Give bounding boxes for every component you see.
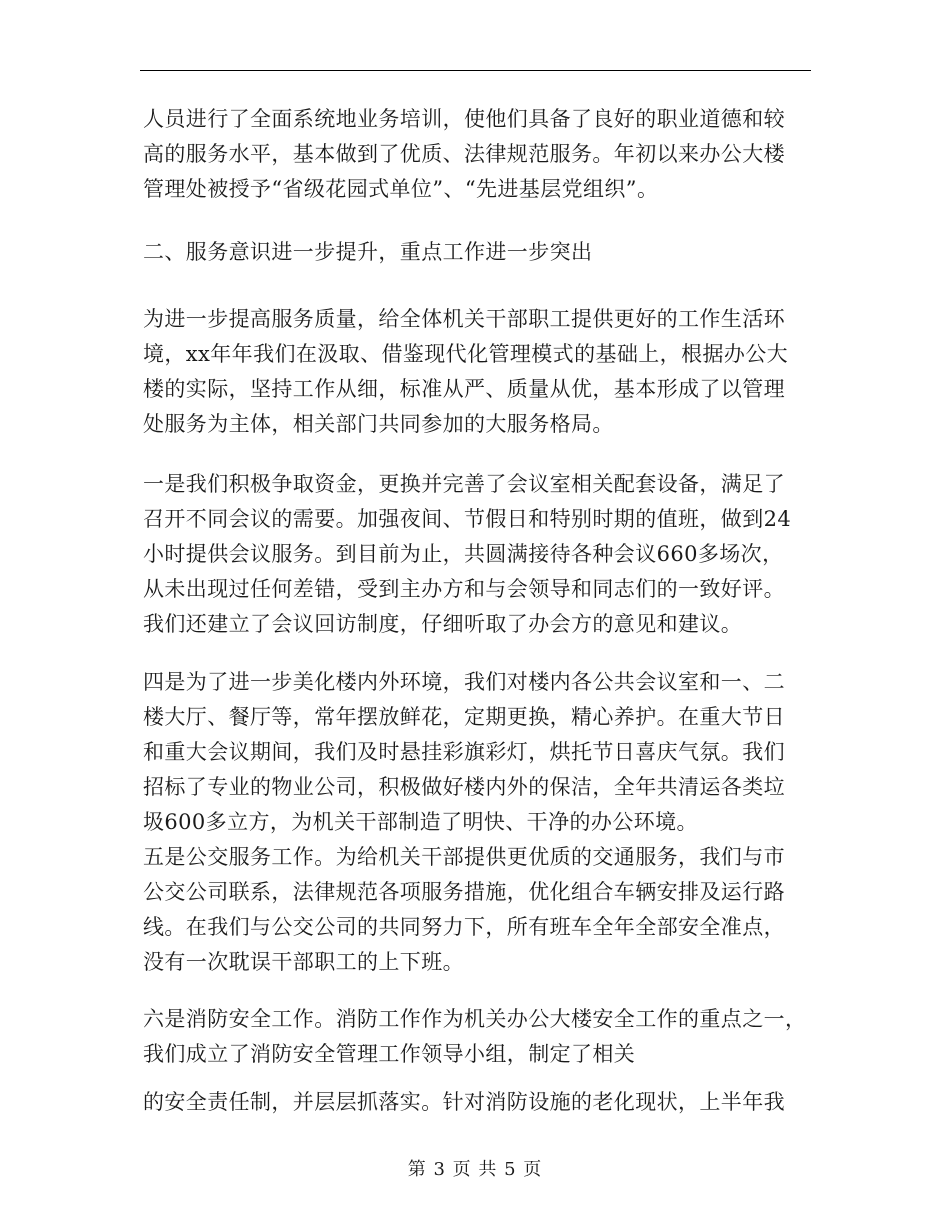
text-line: 招标了专业的物业公司，积极做好楼内外的保洁，全年共清运各类垃 <box>143 775 785 799</box>
text-line: 的安全责任制，并层层抓落实。针对消防设施的老化现状，上半年我 <box>143 1090 785 1114</box>
text-line: 召开不同会议的需要。加强夜间、节假日和特别时期的值班，做到24 <box>143 507 792 531</box>
text-line: 楼的实际，坚持工作从细，标准从严、质量从优，基本形成了以管理 <box>143 377 785 401</box>
text-line: 楼大厅、餐厅等，常年摆放鲜花，定期更换，精心养护。在重大节日 <box>143 705 785 729</box>
paragraph <box>143 665 813 980</box>
text-line: 为进一步提高服务质量，给全体机关干部职工提供更好的工作生活环 <box>143 307 785 331</box>
text-line: 人员进行了全面系统地业务培训，使他们具备了良好的职业道德和较 <box>143 107 785 131</box>
section-heading <box>143 235 813 270</box>
text-line: 高的服务水平，基本做到了优质、法律规范服务。年初以来办公大楼 <box>143 142 785 166</box>
text-line: 境，xx年年我们在汲取、借鉴现代化管理模式的基础上，根据办公大 <box>143 342 789 366</box>
text-line: 六是消防安全工作。消防工作作为机关办公大楼安全工作的重点之一， <box>143 1007 807 1031</box>
text-line: 一是我们积极争取资金，更换并完善了会议室相关配套设备，满足了 <box>143 472 785 496</box>
text-line: 没有一次耽误干部职工的上下班。 <box>143 950 464 974</box>
text-line: 二、服务意识进一步提升，重点工作进一步突出 <box>143 240 593 264</box>
paragraph <box>143 1085 813 1120</box>
paragraph <box>143 467 813 642</box>
text-line: 四是为了进一步美化楼内外环境，我们对楼内各公共会议室和一、二 <box>143 670 785 694</box>
text-line: 从未出现过任何差错，受到主办方和与会领导和同志们的一致好评。 <box>143 577 785 601</box>
paragraph <box>143 1002 813 1072</box>
text-line: 我们成立了消防安全管理工作领导小组，制定了相关 <box>143 1042 636 1066</box>
paragraph <box>143 102 813 207</box>
text-line: 线。在我们与公交公司的共同努力下，所有班车全年全部安全准点， <box>143 915 785 939</box>
text-line: 公交公司联系，法律规范各项服务措施，优化组合车辆安排及运行路 <box>143 880 785 904</box>
text-line: 圾600多立方，为机关干部制造了明快、干净的办公环境。 <box>143 810 698 834</box>
text-line: 管理处被授予“省级花园式单位”、“先进基层党组织”。 <box>143 177 659 201</box>
text-line: 和重大会议期间，我们及时悬挂彩旗彩灯，烘托节日喜庆气氛。我们 <box>143 740 785 764</box>
text-line: 我们还建立了会议回访制度，仔细听取了办会方的意见和建议。 <box>143 612 743 636</box>
header-rule <box>140 70 811 71</box>
text-line: 五是公交服务工作。为给机关干部提供更优质的交通服务，我们与市 <box>143 845 785 869</box>
paragraph <box>143 302 813 442</box>
text-line: 处服务为主体，相关部门共同参加的大服务格局。 <box>143 412 614 436</box>
page-number-footer: 第 3 页 共 5 页 <box>407 1159 543 1180</box>
text-line: 小时提供会议服务。到目前为止，共圆满接待各种会议660多场次， <box>143 542 784 566</box>
